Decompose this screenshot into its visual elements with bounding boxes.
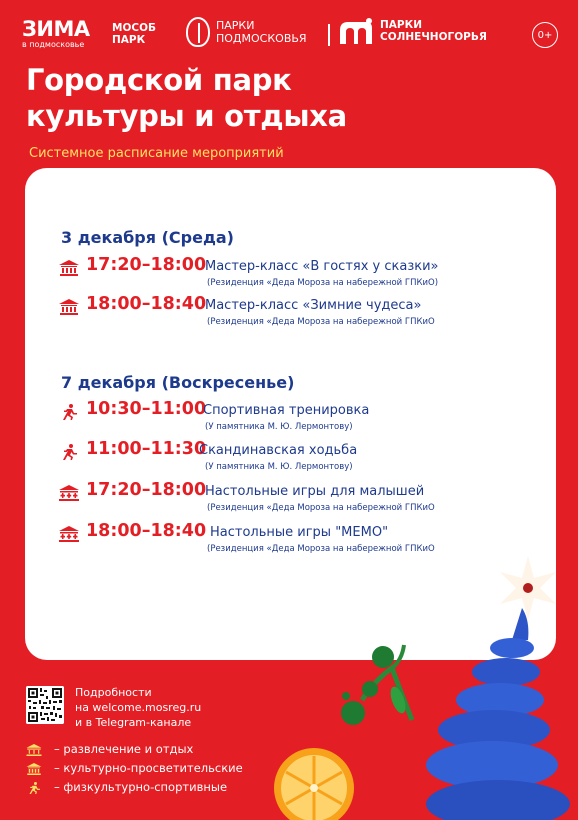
zima-logo-title: ЗИМА	[22, 17, 90, 41]
event-name: Мастер-класс «Зимние чудеса»	[205, 298, 422, 313]
runner-icon	[59, 404, 79, 420]
event-time: 17:20–18:00	[86, 255, 207, 275]
event-name: Настольные игры для малышей	[205, 484, 425, 499]
page-title	[26, 62, 347, 134]
runner-icon	[26, 782, 42, 794]
solnech-line1: ПАРКИ	[380, 19, 422, 31]
museum-icon	[26, 763, 42, 775]
arch-icon	[336, 16, 376, 46]
day-title: 3 декабря (Среда)	[61, 228, 234, 247]
event-item[interactable]	[59, 400, 539, 440]
header	[22, 14, 558, 54]
carousel-icon	[59, 485, 79, 501]
mosobpark-line2: ПАРК	[112, 34, 146, 46]
event-item[interactable]	[59, 256, 539, 296]
runner-icon	[59, 444, 79, 460]
age-rating-badge: 0+	[532, 22, 558, 48]
event-time: 10:30–11:00	[86, 399, 207, 419]
event-name: Настольные игры "МЕМО"	[210, 525, 389, 540]
day-title: 7 декабря (Воскресенье)	[61, 373, 295, 392]
event-place: (Резиденция «Деда Мороза на набережной ГПКиО	[207, 317, 435, 327]
museum-icon	[59, 260, 79, 276]
parki-line2: ПОДМОСКОВЬЯ	[216, 32, 307, 45]
event-name: Спортивная тренировка	[203, 403, 370, 418]
museum-icon	[59, 299, 79, 315]
title-line1: Городской парк	[26, 63, 292, 97]
schedule-card	[25, 168, 556, 660]
qr-code-icon[interactable]	[26, 686, 64, 724]
parki-podmoskovya-logo[interactable]	[186, 14, 307, 50]
info-line2[interactable]: на welcome.mosreg.ru	[75, 701, 202, 714]
parki-solnechnogorya-logo[interactable]	[336, 16, 487, 46]
title-line2: культуры и отдыха	[26, 99, 347, 133]
event-item[interactable]	[59, 295, 539, 335]
event-item[interactable]	[59, 522, 539, 562]
parki-line1: ПАРКИ	[216, 19, 255, 32]
event-time: 18:00–18:40	[86, 521, 207, 541]
event-place: (Резиденция «Деда Мороза на набережной ГПКиО	[207, 544, 435, 554]
event-place: (Резиденция «Деда Мороза на набережной ГПКиО)	[207, 278, 439, 288]
event-place: (У памятника М. Ю. Лермонтову)	[205, 422, 353, 432]
zima-logo[interactable]	[22, 18, 90, 49]
event-item[interactable]	[59, 440, 539, 480]
zima-logo-subtitle: в подмосковье	[22, 40, 85, 49]
event-time: 18:00–18:40	[86, 294, 207, 314]
page-subtitle: Системное расписание мероприятий	[29, 146, 284, 161]
logo-divider	[328, 24, 330, 46]
mosobpark-line1: МОСОБ	[112, 22, 157, 34]
info-line3: и в Telegram-канале	[75, 716, 192, 729]
solnech-line2: СОЛНЕЧНОГОРЬЯ	[380, 31, 487, 43]
event-name: Мастер-класс «В гостях у сказки»	[205, 259, 439, 274]
event-item[interactable]	[59, 481, 539, 521]
event-place: (Резиденция «Деда Мороза на набережной ГПКиО	[207, 503, 435, 513]
event-name: Скандинавская ходьба	[199, 443, 358, 458]
event-place: (У памятника М. Ю. Лермонтову)	[205, 462, 353, 472]
event-time: 11:00–11:30	[86, 439, 207, 459]
carousel-icon	[26, 744, 42, 756]
legend-text: – физкультурно-спортивные	[54, 780, 228, 794]
info-line1: Подробности	[75, 686, 152, 699]
info-text	[75, 685, 201, 730]
legend-text: – культурно-просветительские	[54, 761, 243, 775]
orange-slice-icon	[274, 748, 354, 820]
mosobpark-logo[interactable]	[112, 22, 156, 46]
legend-text: – развлечение и отдых	[54, 742, 194, 756]
leaf-icon	[186, 17, 210, 47]
event-time: 17:20–18:00	[86, 480, 207, 500]
carousel-icon	[59, 526, 79, 542]
